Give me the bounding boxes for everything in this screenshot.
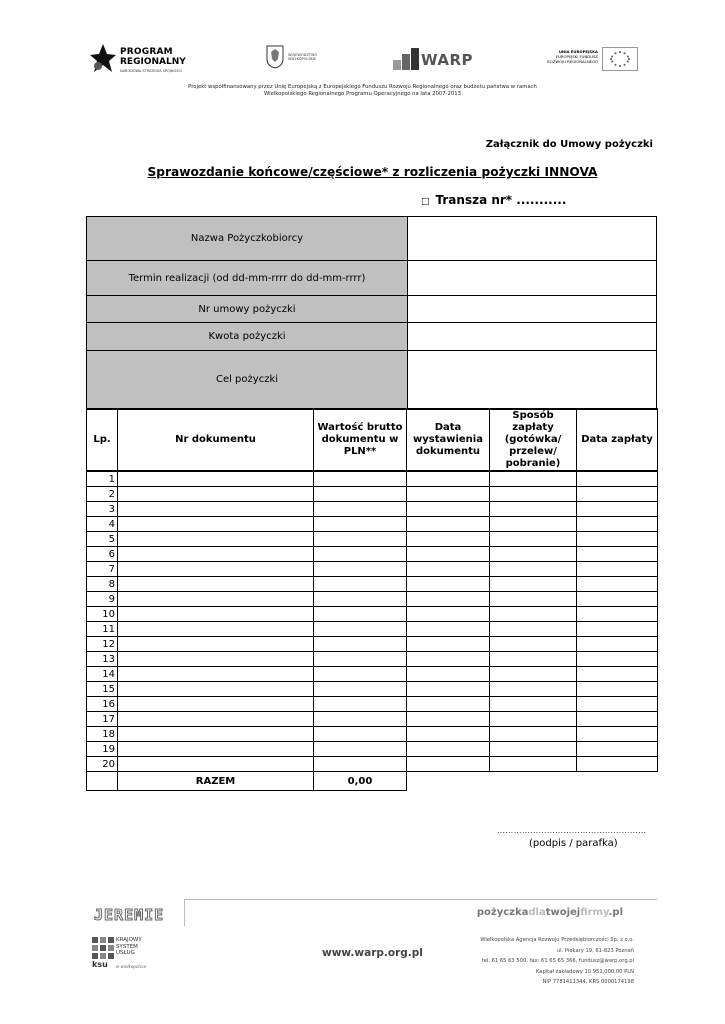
cofinancing-line-1: Projekt współfinansowany przez Unię Europejską z Europejskiego Funduszu Rozwoju Regionalnego oraz budżetu państwa w ramach [188,84,537,90]
header-payment-method: Sposób zapłaty (gotówka/ przelew/ pobranie) [490,409,577,471]
table-cell-input[interactable] [577,667,658,682]
row-number: 6 [87,547,118,562]
table-cell-input[interactable] [407,622,490,637]
table-row [87,532,658,547]
logo-woj-text-1: WOJEWÓDZTWO [288,53,318,57]
table-row [87,471,658,487]
table-cell-input[interactable] [577,727,658,742]
table-cell-input[interactable] [314,592,407,607]
table-cell-input[interactable] [577,471,658,487]
info-label: Kwota pożyczki [87,323,408,351]
table-cell-input[interactable] [314,667,407,682]
tagline-part: dla [528,907,546,918]
table-cell-input[interactable] [490,592,577,607]
ksu-squares-icon [92,937,114,959]
table-cell-input[interactable] [118,652,314,667]
address-line: NIP 7781411344, KRS 0000174198 [542,979,634,985]
logo-program-text-2: REGIONALNY [120,57,186,67]
header-doc-no: Nr dokumentu [118,409,314,471]
signature-line[interactable]: ……………………………………………… [497,826,647,835]
total-row [87,772,658,791]
table-cell-input[interactable] [314,697,407,712]
info-row-agreement-no [87,296,657,323]
table-cell-input[interactable] [407,652,490,667]
table-cell-input[interactable] [407,532,490,547]
total-value: 0,00 [314,772,407,791]
table-cell-input[interactable] [407,471,490,487]
table-cell-input[interactable] [407,727,490,742]
table-row [87,682,658,697]
table-cell-input[interactable] [118,517,314,532]
table-cell-input[interactable] [314,562,407,577]
row-number: 8 [87,577,118,592]
table-cell-input[interactable] [314,532,407,547]
website-link[interactable]: www.warp.org.pl [322,947,423,959]
table-cell-input[interactable] [118,622,314,637]
ksu-line-2: SYSTEM [116,943,138,950]
info-value-field[interactable] [408,261,657,296]
table-cell-input[interactable] [407,502,490,517]
table-row [87,517,658,532]
table-cell-input[interactable] [490,471,577,487]
table-cell-input[interactable] [577,697,658,712]
table-cell-input[interactable] [577,547,658,562]
table-cell-input[interactable] [407,547,490,562]
table-cell-input[interactable] [490,502,577,517]
table-cell-input[interactable] [577,652,658,667]
row-number: 11 [87,622,118,637]
tranche-label: Transza nr* ........... [435,193,567,207]
table-cell-input[interactable] [490,547,577,562]
logo-program-text-1: PROGRAM [120,47,173,57]
table-row [87,487,658,502]
logo-ue-text-2: EUROPEJSKI FUNDUSZ [555,54,598,59]
table-cell-input[interactable] [490,727,577,742]
table-cell-input[interactable] [314,471,407,487]
row-number: 10 [87,607,118,622]
ksu-abbr: ksu [92,960,108,969]
table-cell-input[interactable] [407,757,490,772]
row-number: 14 [87,667,118,682]
loan-info-table [86,216,657,409]
row-number: 3 [87,502,118,517]
table-cell-input[interactable] [490,742,577,757]
table-cell-input[interactable] [118,757,314,772]
row-number: 13 [87,652,118,667]
table-cell-input[interactable] [314,652,407,667]
table-row [87,592,658,607]
program-star-icon [90,44,116,74]
table-cell-input[interactable] [407,742,490,757]
address-line: Kapitał zakładowy 10.951.000,00 PLN [535,968,634,975]
table-cell-input[interactable] [118,607,314,622]
table-cell-input[interactable] [118,682,314,697]
table-cell-input[interactable] [577,742,658,757]
table-cell-input[interactable] [407,697,490,712]
table-cell-input[interactable] [407,607,490,622]
tranche-line [421,193,566,207]
table-cell-input[interactable] [407,592,490,607]
table-row [87,742,658,757]
table-cell-input[interactable] [577,502,658,517]
row-number: 17 [87,712,118,727]
table-cell-input[interactable] [490,712,577,727]
table-cell-input[interactable] [118,532,314,547]
row-number: 2 [87,487,118,502]
table-row [87,712,658,727]
info-value-field[interactable] [408,296,657,323]
table-row [87,727,658,742]
ksu-line-1: KRAJOWY [116,937,142,943]
table-cell-input[interactable] [490,577,577,592]
table-cell-input[interactable] [118,727,314,742]
table-cell-input[interactable] [314,742,407,757]
crest-icon [266,45,284,69]
info-label: Termin realizacji (od dd-mm-rrrr do dd-mm-rrrr) [87,261,408,296]
table-row [87,697,658,712]
table-header-row [87,409,658,471]
table-cell-input[interactable] [118,712,314,727]
table-cell-input[interactable] [118,592,314,607]
table-cell-input[interactable] [577,712,658,727]
address-line: Wielkopolska Agencja Rozwoju Przedsiębiorczości Sp. z o.o. [480,937,634,943]
row-number: 9 [87,592,118,607]
tagline-part: pożyczka [476,907,529,918]
table-cell-input[interactable] [577,577,658,592]
table-cell-input[interactable] [118,547,314,562]
table-cell-input[interactable] [314,547,407,562]
table-row [87,652,658,667]
info-row-purpose [87,351,657,409]
logo-wojewodztwo [266,45,326,71]
info-row-term [87,261,657,296]
row-number: 5 [87,532,118,547]
address-line: ul. Piekary 19, 61-823 Poznań [556,947,634,954]
address-line: tel. 61 65 63 500, fax: 61 65 65 366, fundusz@warp.org.pl [481,958,634,964]
table-cell-input[interactable] [314,757,407,772]
total-label: RAZEM [118,772,314,791]
table-cell-input[interactable] [407,487,490,502]
header-lp: Lp. [87,409,118,471]
row-number: 1 [87,471,118,487]
tagline-part: .pl [608,907,623,918]
table-cell-input[interactable] [314,502,407,517]
cofinancing-line-2: Wielkopolskiego Regionalnego Programu Operacyjnego na lata 2007-2013 [263,91,462,97]
table-row [87,562,658,577]
row-number: 12 [87,637,118,652]
row-number: 20 [87,757,118,772]
table-cell-input[interactable] [490,637,577,652]
table-cell-input[interactable] [314,517,407,532]
table-cell-input[interactable] [314,727,407,742]
row-number: 15 [87,682,118,697]
table-cell-input[interactable] [577,637,658,652]
table-row [87,577,658,592]
table-cell-input[interactable] [314,712,407,727]
table-cell-input[interactable] [490,487,577,502]
ksu-sub: w wielkopolsce [116,964,147,969]
table-cell-input[interactable] [314,577,407,592]
table-cell-input[interactable] [314,487,407,502]
logo-ksu [92,937,162,971]
table-cell-input[interactable] [577,562,658,577]
warp-squares-icon [393,48,419,70]
logo-woj-text-2: WIELKOPOLSKIE [288,57,317,61]
table-cell-input[interactable] [490,532,577,547]
table-cell-input[interactable] [407,562,490,577]
logo-warp [393,46,483,72]
table-cell-input[interactable] [118,471,314,487]
ksu-line-3: USŁUG [116,950,135,956]
logo-program-text-3: NARODOWA STRATEGIA SPÓJNOŚCI [120,69,182,73]
info-value-field[interactable] [408,323,657,351]
table-cell-input[interactable] [118,667,314,682]
table-cell-input[interactable] [490,667,577,682]
table-cell-input[interactable] [118,577,314,592]
row-number: 16 [87,697,118,712]
info-label: Nr umowy pożyczki [87,296,408,323]
logo-ue-text-3: ROZWOJU REGIONALNEGO [547,59,598,64]
company-address [462,935,634,988]
table-cell-input[interactable] [490,517,577,532]
logo-jeremie-text: JEREMIE [94,906,165,924]
table-row [87,757,658,772]
table-cell-input[interactable] [577,592,658,607]
logo-program-regionalny [90,44,200,76]
row-number: 19 [87,742,118,757]
table-cell-input[interactable] [118,697,314,712]
table-cell-input[interactable] [490,562,577,577]
table-cell-input[interactable] [577,682,658,697]
table-cell-input[interactable] [314,682,407,697]
annex-label: Załącznik do Umowy pożyczki [485,139,653,150]
row-number: 7 [87,562,118,577]
logo-ue-text-1: UNIA EUROPEJSKA [558,49,598,54]
table-cell-input[interactable] [577,622,658,637]
table-cell-input[interactable] [490,757,577,772]
cofinancing-note [0,84,725,98]
table-cell-input[interactable] [490,697,577,712]
table-cell-input[interactable] [577,607,658,622]
header-issue-date: Data wystawienia dokumentu [407,409,490,471]
table-cell-input[interactable] [407,712,490,727]
table-cell-input[interactable] [490,652,577,667]
tranche-checkbox[interactable]: □ [421,197,430,207]
table-row [87,622,658,637]
table-cell-input[interactable] [118,742,314,757]
table-cell-input[interactable] [577,487,658,502]
table-cell-input[interactable] [314,637,407,652]
table-cell-input[interactable] [577,532,658,547]
table-cell-input[interactable] [118,487,314,502]
table-row [87,667,658,682]
site-tagline-bar [184,899,657,926]
header-payment-date: Data zapłaty [577,409,658,471]
row-number: 4 [87,517,118,532]
table-cell-input[interactable] [118,562,314,577]
eu-flag-icon [602,47,638,71]
table-cell-input[interactable] [314,622,407,637]
documents-table [86,408,658,791]
table-cell-input[interactable] [118,637,314,652]
info-label: Nazwa Pożyczkobiorcy [87,217,408,261]
row-number: 18 [87,727,118,742]
logo-jeremie [94,905,174,924]
table-cell-input[interactable] [490,682,577,697]
signature-label: (podpis / parafka) [529,838,618,849]
table-cell-input[interactable] [407,682,490,697]
table-row [87,637,658,652]
table-cell-input[interactable] [407,667,490,682]
table-cell-input[interactable] [490,622,577,637]
total-empty [490,772,577,791]
info-row-amount [87,323,657,351]
table-cell-input[interactable] [314,607,407,622]
site-tagline [477,907,623,918]
total-spacer [87,772,118,791]
info-row-borrower [87,217,657,261]
tagline-part: twojej [545,907,581,918]
table-cell-input[interactable] [490,607,577,622]
total-empty [577,772,658,791]
tagline-part: firmy [580,907,609,918]
header-gross-value: Wartość brutto dokumentu w PLN** [314,409,407,471]
info-value-field[interactable] [408,217,657,261]
table-cell-input[interactable] [577,757,658,772]
table-row [87,547,658,562]
logo-unia-europejska [540,47,640,71]
table-cell-input[interactable] [407,517,490,532]
table-cell-input[interactable] [407,637,490,652]
table-cell-input[interactable] [407,577,490,592]
table-row [87,502,658,517]
total-empty [407,772,490,791]
info-label: Cel pożyczki [87,351,408,409]
table-row [87,607,658,622]
table-cell-input[interactable] [118,502,314,517]
document-title: Sprawozdanie końcowe/częściowe* z rozliczenia pożyczki INNOVA [147,165,598,179]
table-cell-input[interactable] [577,517,658,532]
info-value-field[interactable] [408,351,657,409]
logo-warp-text: WARP [421,51,474,69]
